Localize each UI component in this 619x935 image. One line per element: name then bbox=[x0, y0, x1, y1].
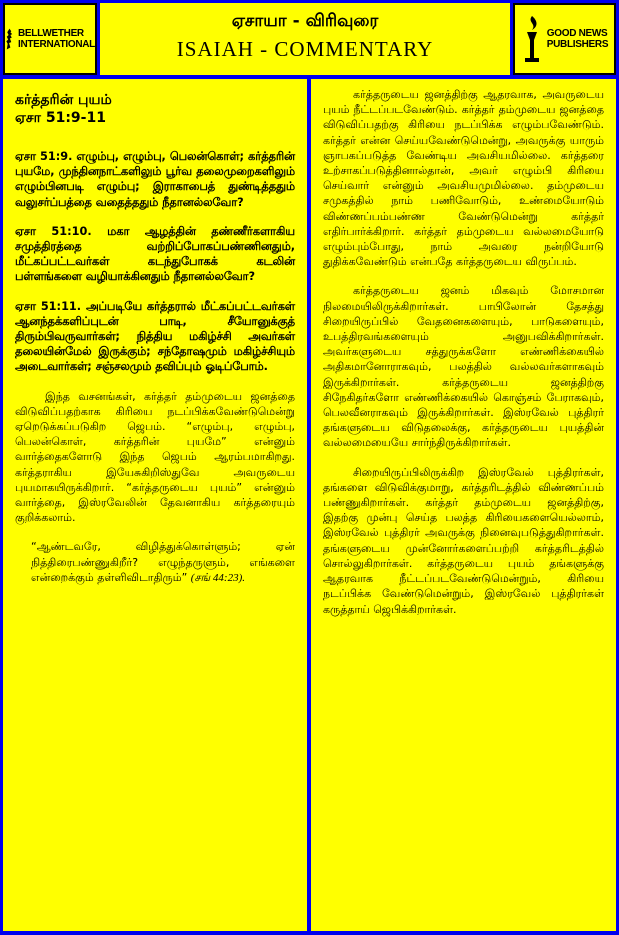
english-title: ISAIAH - COMMENTARY bbox=[176, 37, 434, 61]
verse-10: ஏசா 51:10. மகா ஆழத்தின் தண்ணீர்களாகிய சமுத்திரத்தை வற்றிப்போகப்பண்ணினதும், மீட்கப்பட்டவர்கள் கடந்துபோகக் கடலின் பள்ளங்களை வழியாக்கினதும் நீதானல்லவோ? bbox=[15, 224, 295, 284]
tamil-title: ஏசாயா - விரிவுரை bbox=[231, 11, 379, 31]
good-news-logo bbox=[513, 3, 616, 75]
right-column bbox=[311, 79, 616, 931]
left-column bbox=[3, 79, 307, 931]
header-title-box bbox=[100, 3, 510, 75]
verse-9: ஏசா 51:9. எழும்பு, எழும்பு, பெலன்கொள்; கர்த்தரின் புயமே, முந்தினநாட்களிலும் பூர்வ தலைமுறைகளிலும் எழும்பினபடி எழும்பு; இராகாபைத் துண்டித்ததும் வலுசர்ப்பத்தை வதைத்ததும் நீதானல்லவோ? bbox=[15, 150, 295, 209]
commentary-paragraph: கர்த்தருடைய ஜனம் மிகவும் மோசமான நிலமையிலிருக்கிறார்கள். பாபிலோன் தேசத்து சிறையிருப்பில் வேதனைகளையும், பாடுகளையும், உபத்திரவங்களையும் அனுபவிக்கிறார்கள். அவர்களுடைய சத்துருக்களோ எண்ணிக்கையில் அதிகமானோராகவும், பலத்தில் வல்லவர்களாகவும் இருக்கிறார்கள். கர்த்தருடைய ஜனத்திற்கு சிநேகிதர்களோ எண்ணிக்கையில் கொஞ்சம் பேராகவும், பெலவீனராகவும் இருக்கிறார்கள். இஸ்ரவேல் புத்திரர் தங்களுடைய விடுதலைக்கு, கர்த்தருடைய புயத்தின் வல்லமையையே சார்ந்திருக்கிறார்கள். bbox=[323, 284, 604, 450]
logo-line-1: GOOD NEWS bbox=[546, 28, 608, 39]
quote-text: “ஆண்டவரே, விழித்துக்கொள்ளும்; ஏன் நித்திரைபண்ணுகிறீர்? எழுந்தருளும், எங்களை என்றைக்கும் தள்ளிவிடாதிரும்” bbox=[31, 540, 295, 584]
ram-icon bbox=[5, 14, 14, 64]
logo-line-2: PUBLISHERS bbox=[546, 39, 609, 50]
commentary-paragraph: சிறையிருப்பிலிருக்கிற இஸ்ரவேல் புத்திரர்கள், தங்களை விடுவிக்குமாறு, கர்த்தரிடத்தில் விண்ணப்பம் பண்ணுகிறார்கள். கர்த்தர் தம்முடைய ஜனத்திற்கு, இதற்கு முன்பு செய்த பலத்த கிரியைகளையெல்லாம், இஸ்ரவேல் புத்திரர் அவருக்கு நினைவுபடுத்துகிறார்கள். தங்களுடைய முன்னோர்களைப்பற்றி கர்த்தரிடத்தில் சொல்லுகிறார்கள். கர்த்தருடைய புயம் தங்களுக்கு ஆதரவாக நீட்டப்படவேண்டுமென்றும், கிரியை நடப்பிக்க வேண்டுமென்றும், இஸ்ரவேல் புத்திரர்கள் கருத்தாய் ஜெபிக்கிறார்கள். bbox=[323, 465, 604, 616]
psalm-quote bbox=[15, 539, 295, 586]
commentary-paragraph: இந்த வசனங்கள், கர்த்தர் தம்முடைய ஜனத்தை விடுவிப்பதற்காக கிரியை நடப்பிக்கவேண்டுமென்று ஏறெடுக்கப்படுகிற ஜெபம். “எழும்பு, எழும்பு, பெலன்கொள், கர்த்தரின் புயமே” என்னும் வார்த்தைகளோடு இந்த ஜெபம் ஆரம்பமாகிறது. கர்த்தராகிய இயேசுகிறிஸ்துவே அவருடைய புயமாகயிருக்கிறார். “கர்த்தருடைய புயம்” என்னும் வார்த்தை, இஸ்ரவேலின் தேவனாகிய கர்த்தரையும் குறிக்கலாம். bbox=[15, 389, 295, 525]
commentary-paragraph: கர்த்தருடைய ஜனத்திற்கு ஆதரவாக, அவருடைய புயம் நீட்டப்படவேண்டும். கர்த்தர் தம்முடைய ஜனத்தை விடுவிப்பதற்கு கிரியை நடப்பிக்க எழும்பவேண்டும். கர்த்தர் என்ன செய்யவேண்டுமென்று, அவருக்கு யாரும் ஞாபகப்படுத்த வேண்டிய அவசியமில்லை. கர்த்தரை உற்சாகப்படுத்தினால்தான், அவர் எழும்பி கிரியை செய்வார் என்னும் அவசியமுமில்லை. தம்முடைய சமுகத்தில் நாம் பணிவோடும், உண்மையோடும் விண்ணப்பம்பண்ண வேண்டுமென்று கர்த்தர் எதிர்பார்க்கிறார். கர்த்தர் தம்முடைய வல்லமையோடு எழும்பும்போது, நாம் அவரை நன்றியோடு துதிக்கவேண்டும் என்பதே கர்த்தருடைய விருப்பம். bbox=[323, 88, 604, 269]
logo-line-2: INTERNATIONAL bbox=[17, 39, 95, 50]
bellwether-logo bbox=[3, 3, 97, 75]
verse-11: ஏசா 51:11. அப்படியே கர்த்தரால் மீட்கப்பட்டவர்கள் ஆனந்தக்களிப்புடன் பாடி, சீயோனுக்குத் திரும்பிவருவார்கள்; நித்திய மகிழ்ச்சி அவர்கள் தலையின்மேல் இருக்கும்; சந்தோஷமும் மகிழ்ச்சியும் அடைவார்கள்; சஞ்சலமும் தவிப்பும் ஓடிப்போம். bbox=[15, 299, 295, 374]
logo-line-1: BELLWETHER bbox=[17, 28, 84, 39]
quote-reference: (சங் 44:23). bbox=[190, 571, 245, 584]
section-reference: ஏசா 51:9-11 bbox=[15, 110, 106, 126]
torch-icon bbox=[521, 14, 543, 64]
section-title: கர்த்தரின் புயம் bbox=[15, 92, 112, 108]
